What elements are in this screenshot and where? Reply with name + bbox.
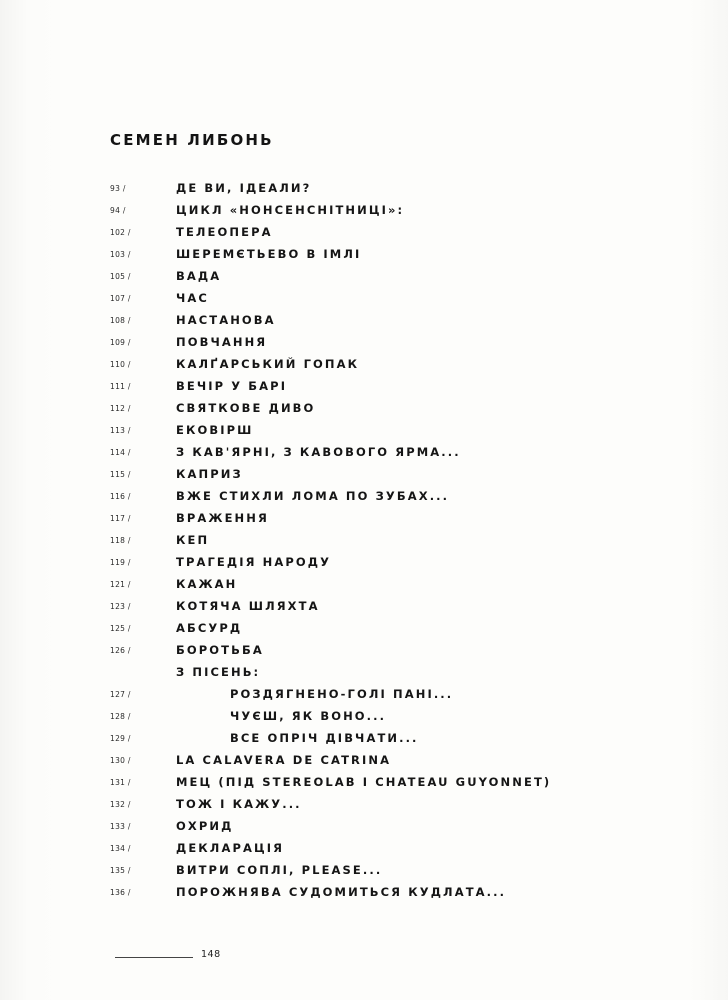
toc-page-number: 111 / bbox=[110, 382, 131, 391]
toc-page-number: 131 / bbox=[110, 778, 131, 787]
toc-entry bbox=[110, 309, 570, 331]
toc-title: АБСУРД bbox=[176, 621, 243, 635]
toc-page-number: 109 / bbox=[110, 338, 131, 347]
toc-title: ВРАЖЕННЯ bbox=[176, 511, 269, 525]
toc-entry bbox=[110, 221, 570, 243]
toc-entry bbox=[110, 243, 570, 265]
toc-page-number: 114 / bbox=[110, 448, 131, 457]
toc-entry bbox=[110, 793, 570, 815]
page-number: 148 bbox=[201, 949, 221, 960]
toc-title: ТЕЛЕОПЕРА bbox=[176, 225, 273, 239]
toc-entry bbox=[110, 595, 570, 617]
toc-entry bbox=[110, 419, 570, 441]
toc-entry bbox=[110, 507, 570, 529]
toc-title: НАСТАНОВА bbox=[176, 313, 276, 327]
toc-entry bbox=[110, 573, 570, 595]
toc-page-number: 128 / bbox=[110, 712, 131, 721]
toc-page-number: 129 / bbox=[110, 734, 131, 743]
toc-entry bbox=[110, 441, 570, 463]
toc-entry bbox=[110, 639, 570, 661]
toc-entry bbox=[110, 705, 570, 727]
toc-entry bbox=[110, 617, 570, 639]
toc-entry bbox=[110, 485, 570, 507]
toc-page-number: 102 / bbox=[110, 228, 131, 237]
toc-title: ТРАГЕДІЯ НАРОДУ bbox=[176, 555, 332, 569]
toc-page-number: 94 / bbox=[110, 206, 126, 215]
toc-page-number: 134 / bbox=[110, 844, 131, 853]
toc-title: ВСЕ ОПРІЧ ДІВЧАТИ... bbox=[230, 731, 419, 745]
toc-title: З ПІСЕНЬ: bbox=[176, 665, 261, 679]
toc-entry bbox=[110, 727, 570, 749]
toc-page-number: 118 / bbox=[110, 536, 131, 545]
toc-title: КАЖАН bbox=[176, 577, 238, 591]
toc-page-number: 126 / bbox=[110, 646, 131, 655]
toc-title: ДЕ ВИ, ІДЕАЛИ? bbox=[176, 181, 312, 195]
toc-title: З КАВ'ЯРНІ, З КАВОВОГО ЯРМА... bbox=[176, 445, 461, 459]
toc-title: СВЯТКОВЕ ДИВО bbox=[176, 401, 316, 415]
toc-entry bbox=[110, 287, 570, 309]
toc-title: КОТЯЧА ШЛЯХТА bbox=[176, 599, 320, 613]
toc-title: ОХРИД bbox=[176, 819, 234, 833]
toc-page-number: 121 / bbox=[110, 580, 131, 589]
footer-rule bbox=[115, 957, 193, 958]
toc-title: ПОРОЖНЯВА СУДОМИТЬСЯ КУДЛАТА... bbox=[176, 885, 507, 899]
toc-page-number: 123 / bbox=[110, 602, 131, 611]
toc-page-number: 112 / bbox=[110, 404, 131, 413]
toc-title: ВЖЕ СТИХЛИ ЛОМА ПО ЗУБАХ... bbox=[176, 489, 450, 503]
toc-entry bbox=[110, 529, 570, 551]
toc-title: МЕЦ (ПІД STEREOLAB І CHATEAU GUYONNET) bbox=[176, 775, 552, 789]
toc-page-number: 103 / bbox=[110, 250, 131, 259]
toc-page-number: 93 / bbox=[110, 184, 126, 193]
toc-entry bbox=[110, 815, 570, 837]
toc-page-number: 113 / bbox=[110, 426, 131, 435]
author-heading: СЕМЕН ЛИБОНЬ bbox=[110, 131, 274, 149]
toc-page-number: 105 / bbox=[110, 272, 131, 281]
toc-page-number: 115 / bbox=[110, 470, 131, 479]
toc-page-number: 125 / bbox=[110, 624, 131, 633]
toc-title: ТОЖ І КАЖУ... bbox=[176, 797, 302, 811]
toc-entry bbox=[110, 837, 570, 859]
toc-page-number: 132 / bbox=[110, 800, 131, 809]
toc-title: КЕП bbox=[176, 533, 210, 547]
toc-entry bbox=[110, 771, 570, 793]
toc-title: ЦИКЛ «НОНСЕНСНІТНИЦІ»: bbox=[176, 203, 405, 217]
toc-title: LA CALAVERA DE CATRINA bbox=[176, 753, 392, 767]
toc-title: ЕКОВІРШ bbox=[176, 423, 254, 437]
toc-entry bbox=[110, 683, 570, 705]
toc-title: ЧАС bbox=[176, 291, 209, 305]
toc-title: ВЕЧІР У БАРІ bbox=[176, 379, 288, 393]
toc-title: ПОВЧАННЯ bbox=[176, 335, 268, 349]
toc-page-number: 108 / bbox=[110, 316, 131, 325]
toc-entry bbox=[110, 551, 570, 573]
toc-page-number: 135 / bbox=[110, 866, 131, 875]
toc-page-number: 116 / bbox=[110, 492, 131, 501]
toc-entry bbox=[110, 859, 570, 881]
toc-page-number: 127 / bbox=[110, 690, 131, 699]
toc-title: ВАДА bbox=[176, 269, 222, 283]
toc-title: ШЕРЕМЄТЬЕВО В ІМЛІ bbox=[176, 247, 362, 261]
toc-title: ВИТРИ СОПЛІ, PLEASE... bbox=[176, 863, 383, 877]
toc-page-number: 107 / bbox=[110, 294, 131, 303]
toc-entry bbox=[110, 331, 570, 353]
toc-title: ДЕКЛАРАЦІЯ bbox=[176, 841, 285, 855]
toc-entry bbox=[110, 397, 570, 419]
toc-entry bbox=[110, 177, 570, 199]
toc-entry bbox=[110, 199, 570, 221]
toc-entry bbox=[110, 463, 570, 485]
toc-title: РОЗДЯГНЕНО-ГОЛІ ПАНІ... bbox=[230, 687, 454, 701]
toc-entry bbox=[110, 749, 570, 771]
toc-title: КАПРИЗ bbox=[176, 467, 243, 481]
toc-page-number: 110 / bbox=[110, 360, 131, 369]
toc-entry bbox=[110, 265, 570, 287]
toc-title: БОРОТЬБА bbox=[176, 643, 264, 657]
toc-entry bbox=[110, 353, 570, 375]
toc-entry bbox=[110, 661, 570, 683]
toc-page-number: 136 / bbox=[110, 888, 131, 897]
toc-entry bbox=[110, 375, 570, 397]
toc-entry bbox=[110, 881, 570, 903]
toc-page-number: 130 / bbox=[110, 756, 131, 765]
toc-page-number: 119 / bbox=[110, 558, 131, 567]
toc-page-number: 133 / bbox=[110, 822, 131, 831]
table-of-contents bbox=[110, 177, 570, 903]
toc-title: ЧУЄШ, ЯК ВОНО... bbox=[230, 709, 387, 723]
toc-title: КАЛҐАРСЬКИЙ ГОПАК bbox=[176, 357, 360, 371]
toc-page-number: 117 / bbox=[110, 514, 131, 523]
